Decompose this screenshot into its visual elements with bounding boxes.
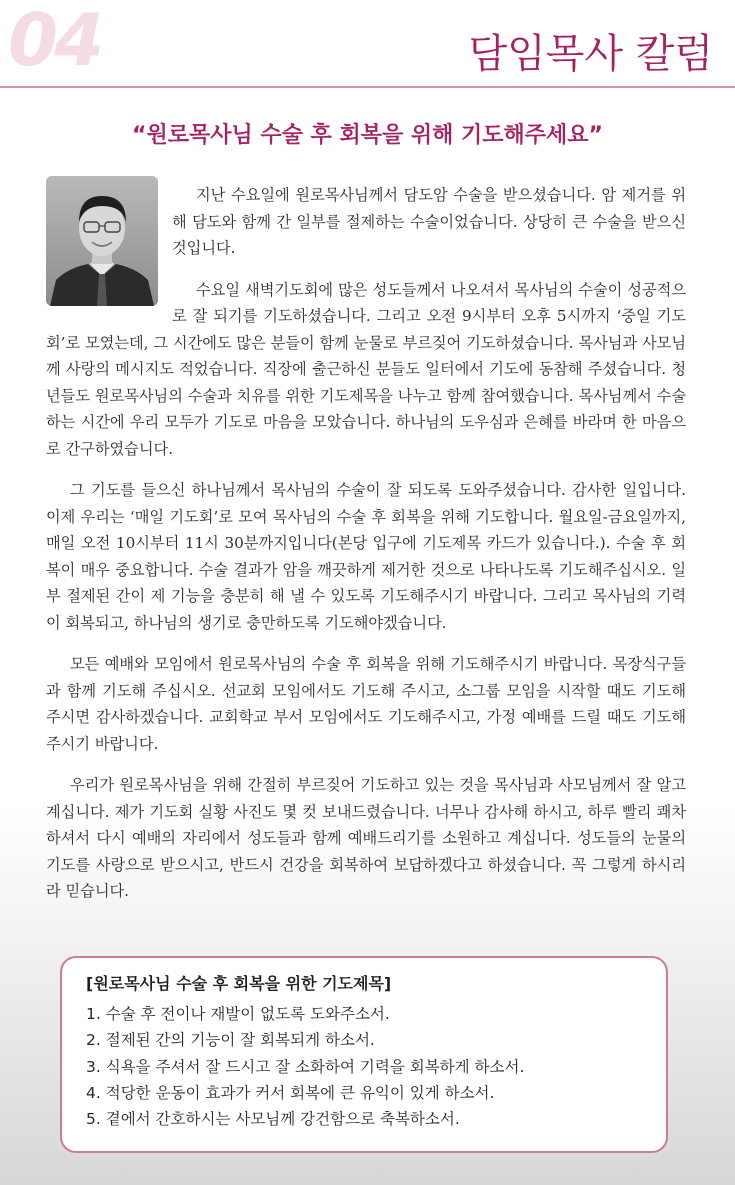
prayer-topics-title: [원로목사님 수술 후 회복을 위한 기도제목] xyxy=(86,974,392,993)
section-title: 담임목사 칼럼 xyxy=(468,31,713,77)
article-paragraph: 지난 수요일에 원로목사님께서 담도암 수술을 받으셨습니다. 암 제거를 위해 담도와 함께 간 일부를 절제하는 수술이었습니다. 상당히 큰 수술을 받으신 것입니다. xyxy=(172,186,686,257)
prayer-item: 3. 식욕을 주셔서 잘 드시고 잘 소화하여 기력을 회복하게 하소서. xyxy=(86,1057,525,1076)
prayer-item: 4. 적당한 운동이 효과가 커서 회복에 큰 유익이 있게 하소서. xyxy=(86,1083,495,1102)
article-paragraph: 수요일 새벽기도회에 많은 성도들께서 나오셔서 목사님의 수술이 성공적으로 잘 되기를 기도하셨습니다. 그리고 오전 9시부터 오후 5시까지 ‘중일 기도회’로 모였는데, 그 시간에도 많은 분들이 함께 눈물로 부르짖어 기도하셨습니다. 목사님과 사모님께 사랑의 메시지도 적었습니다. 직장에 출근하신 분들도 일터에서 기도에 동참해 주셨습니다. 청년들도 원로목사님의 수술과 치유를 위한 기도제목을 나누고 함께 참여했습니다. 목사님께서 수술하는 시간에 우리 모두가 기도로 마음을 모았습니다. 하나님의 도우심과 은혜를 바라며 한 마음으로 간구하였습니다. xyxy=(46,280,686,458)
article-paragraph: 모든 예배와 모임에서 원로목사님의 수술 후 회복을 위해 기도해주시기 바랍니다. 목장식구들과 함께 기도해 주십시오. 선교회 모임에서도 기도해 주시고, 소그룹 모임을 시작할 때도 기도해 주시면 감사하겠습니다. 교회학교 부서 모임에서도 기도해주시고, 가정 예배를 드릴 때도 기도해 주시기 바랍니다. xyxy=(46,655,686,753)
prayer-item: 2. 절제된 간의 기능이 잘 회복되게 하소서. xyxy=(86,1031,375,1050)
article-title: “원로목사님 수술 후 회복을 위해 기도해주세요” xyxy=(131,123,603,148)
prayer-item: 5. 곁에서 간호하시는 사모님께 강건함으로 축복하소서. xyxy=(86,1110,460,1129)
page-number: 04 xyxy=(8,0,101,82)
article-paragraph: 그 기도를 들으신 하나님께서 목사님의 수술이 잘 되도록 도와주셨습니다. 감사한 일입니다. 이제 우리는 ‘매일 기도회’로 모여 목사님의 수술 후 회복을 위해 기도합니다. 월요일-금요일까지, 매일 오전 10시부터 11시 30분까지입니다(본당 입구에 기도제목 카드가 있습니다.). 수술 후 회복이 매우 중요합니다. 수술 결과가 암을 깨끗하게 제거한 것으로 나타나도록 기도해주십시오. 일부 절제된 간이 제 기능을 충분히 해 낼 수 있도록 기도해주시기 바랍니다. 그리고 목사님의 기력이 회복되고, 하나님의 생기로 충만하도록 기도해야겠습니다. xyxy=(46,481,686,632)
prayer-topics-box xyxy=(60,956,668,1153)
prayer-item: 1. 수술 후 전이나 재발이 없도록 도와주소서. xyxy=(86,1005,390,1023)
article-body xyxy=(46,182,686,920)
article-paragraph: 우리가 원로목사님을 위해 간절히 부르짖어 기도하고 있는 것을 목사님과 사모님께서 잘 알고 계십니다. 제가 기도회 실황 사진도 몇 컷 보내드렸습니다. 너무나 감사해 하시고, 하루 빨리 쾌차하셔서 다시 예배의 자리에서 성도들과 함께 예배드리기를 소원하고 계십니다. 성도들의 눈물의 기도를 사랑으로 받으시고, 반드시 건강을 회복하여 보답하겠다고 하셨습니다. 꼭 그렇게 하시리라 믿습니다. xyxy=(46,776,686,900)
page-header xyxy=(0,0,735,88)
header-divider xyxy=(0,86,735,88)
